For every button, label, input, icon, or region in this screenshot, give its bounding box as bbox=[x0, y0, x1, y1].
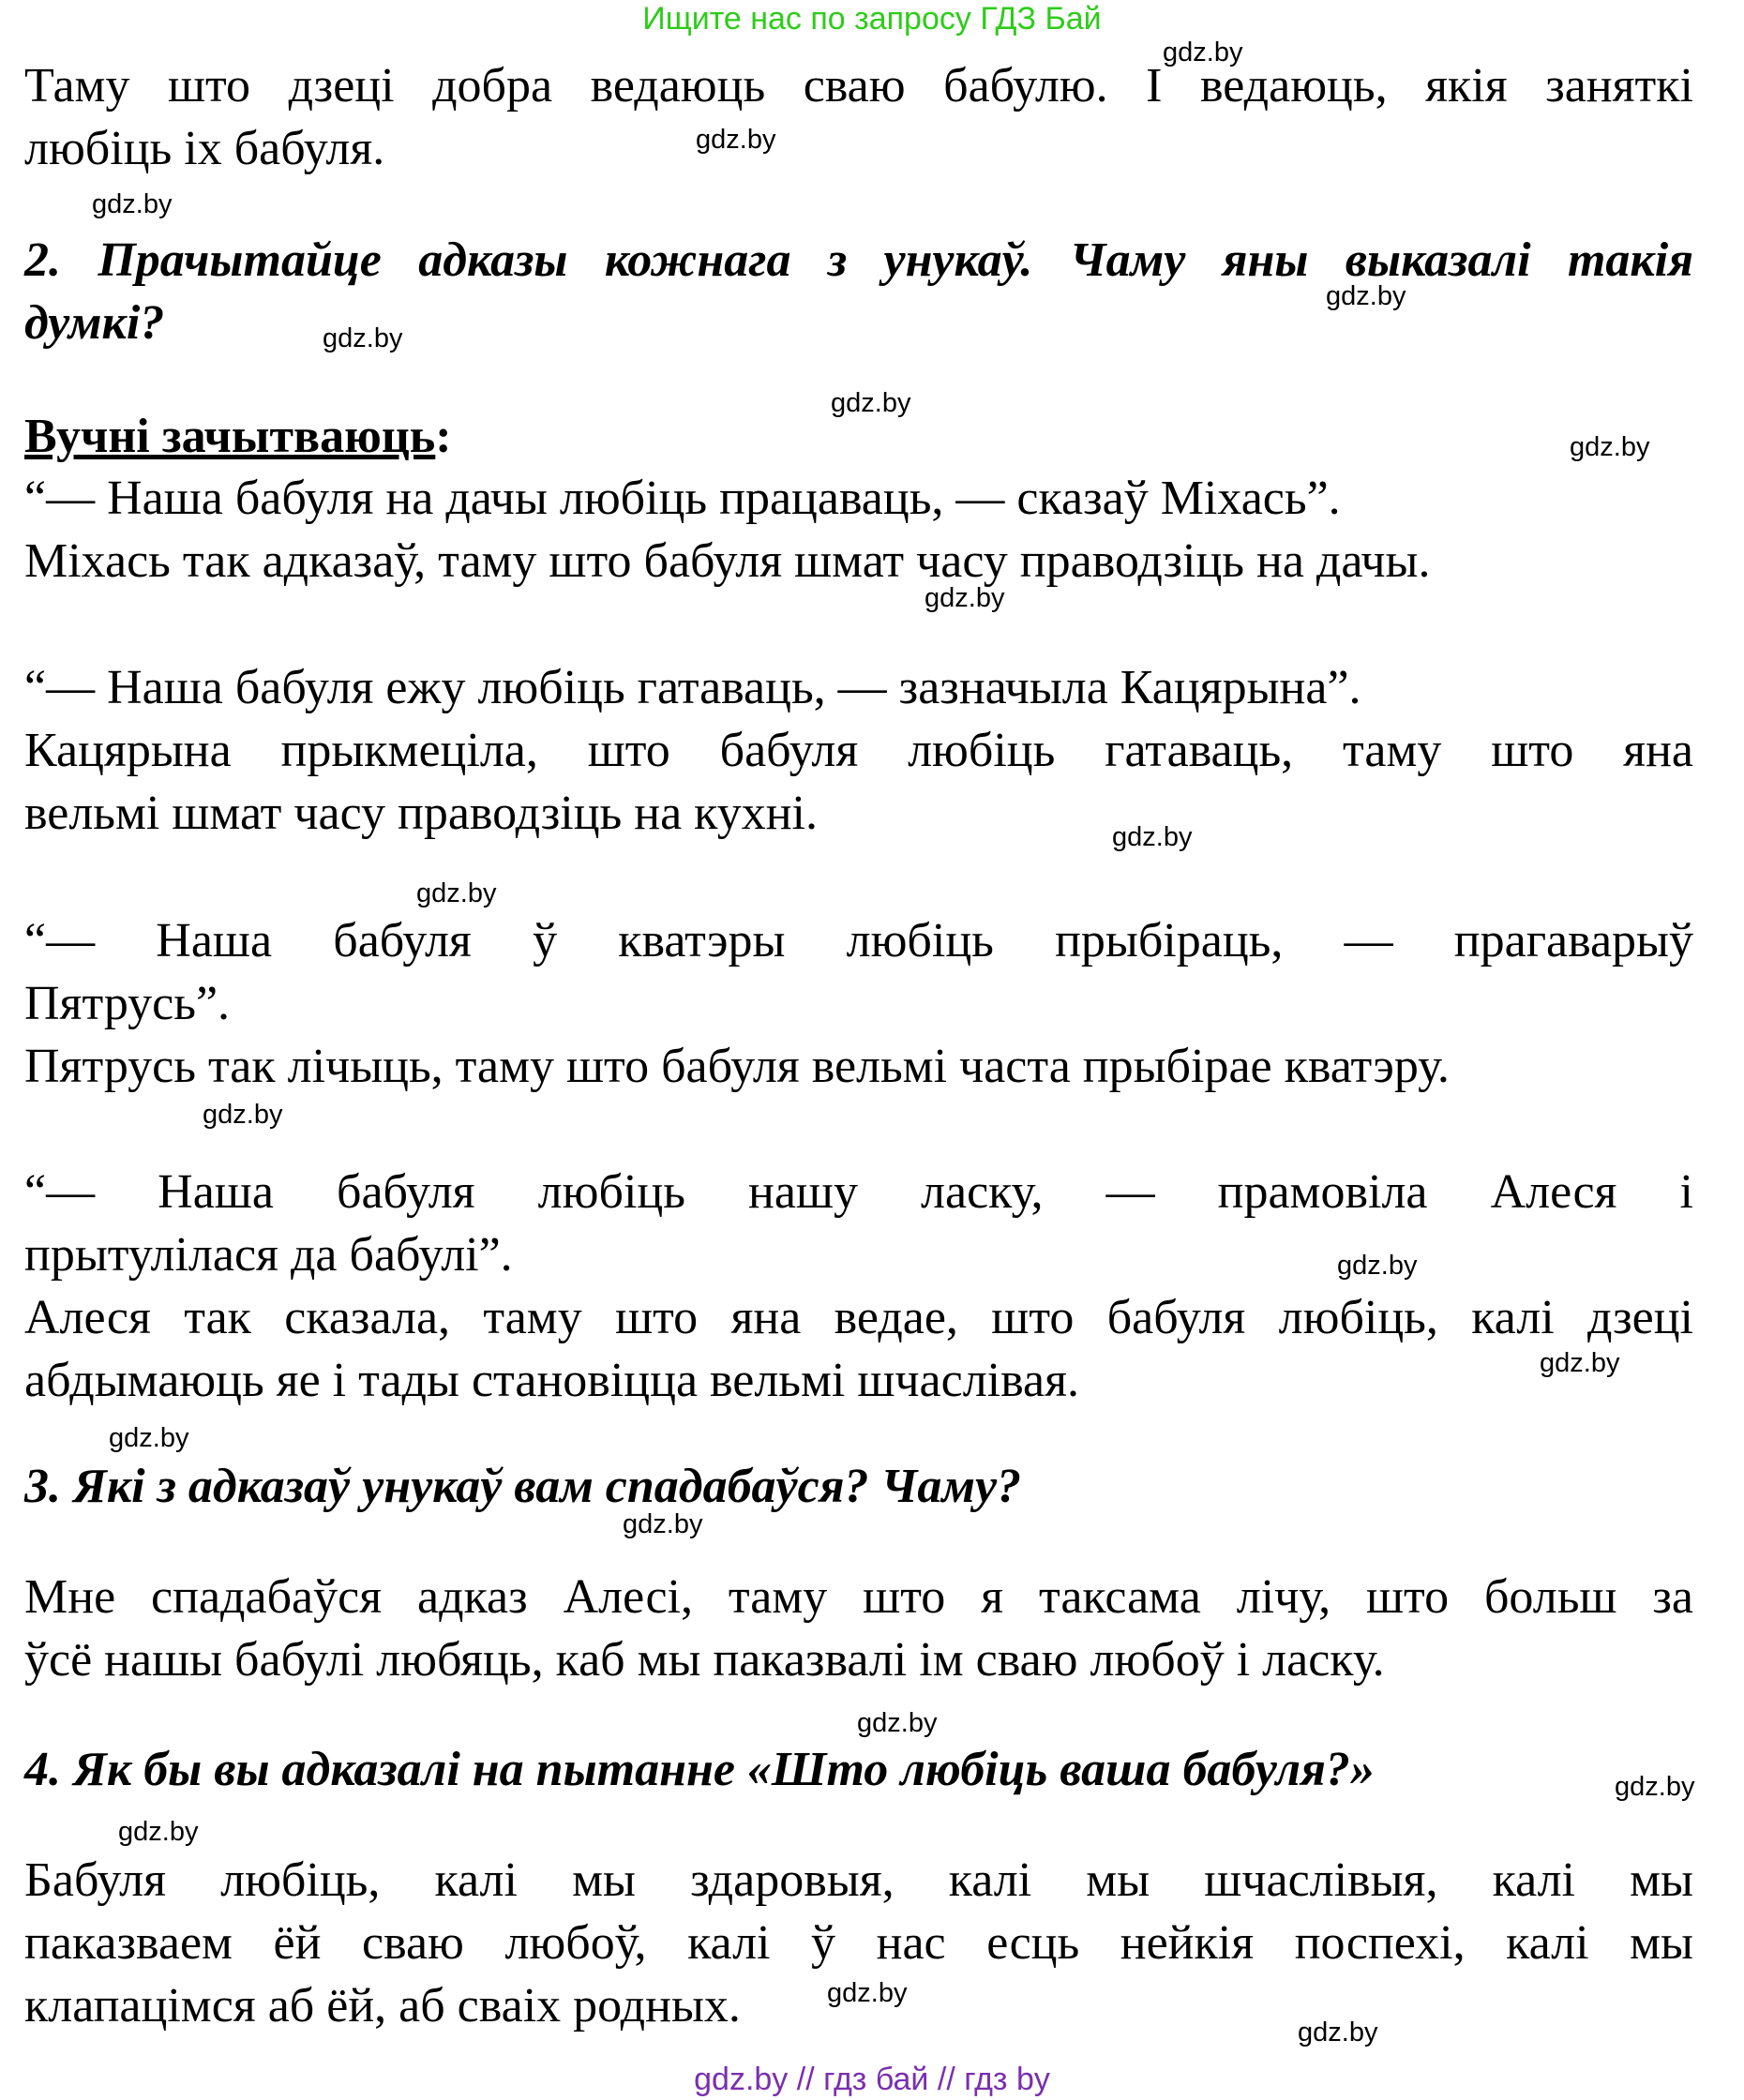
watermark-text: gdz.by bbox=[1298, 2018, 1378, 2048]
quote-block-alesia bbox=[24, 1161, 1693, 1412]
watermark-text: gdz.by bbox=[1337, 1251, 1418, 1281]
answer-3 bbox=[24, 1566, 1693, 1691]
question-3-text: 3. Які з адказаў унукаў вам спадабаўся? Чаму? bbox=[24, 1460, 1022, 1513]
quote-line: Пятрусь”. bbox=[24, 977, 231, 1030]
watermark-text: gdz.by bbox=[203, 1100, 283, 1130]
watermark-text: gdz.by bbox=[857, 1708, 938, 1738]
intro-line: любіць іх бабуля. bbox=[24, 122, 385, 175]
watermark-text: gdz.by bbox=[696, 125, 776, 155]
answer-4-line: Бабуля любіць, калі мы здаровыя, калі мы шчаслівыя, калі мы bbox=[24, 1853, 1693, 1907]
watermark-text: gdz.by bbox=[925, 583, 1005, 613]
answer-3-line: Мне спадабаўся адказ Алесі, таму што я таксама лічу, што больш за bbox=[24, 1570, 1693, 1624]
quote-block-piatrus bbox=[24, 909, 1693, 1098]
quote-block-katsiaryna bbox=[24, 656, 1693, 845]
watermark-text: gdz.by bbox=[1540, 1348, 1620, 1378]
answer-line: Алеся так сказала, таму што яна ведае, што бабуля любіць, калі дзеці bbox=[24, 1291, 1693, 1344]
watermark-text: gdz.by bbox=[827, 1978, 908, 2008]
watermark-text: gdz.by bbox=[416, 878, 497, 908]
watermark-text: gdz.by bbox=[1326, 281, 1406, 311]
answer-4-line: клапацімся аб ёй, аб сваіх родных. bbox=[24, 1979, 741, 2032]
watermark-text: gdz.by bbox=[323, 323, 403, 353]
answer-3-line: ўсё нашы бабулі любяць, каб мы паказвалі ім сваю любоў і ласку. bbox=[24, 1633, 1385, 1687]
watermark-text: gdz.by bbox=[109, 1423, 189, 1453]
answer-4 bbox=[24, 1849, 1693, 2037]
watermark-text: gdz.by bbox=[118, 1817, 199, 1847]
intro-line: Таму што дзеці добра ведаюць сваю бабулю. І ведаюць, якія заняткі bbox=[24, 59, 1693, 112]
watermark-text: gdz.by bbox=[92, 189, 173, 219]
heading-text: Вучні зачытваюць bbox=[24, 410, 436, 463]
heading-colon: : bbox=[435, 410, 452, 463]
quote-line: “— Наша бабуля ў кватэры любіць прыбіраць, — прагаварыў bbox=[24, 914, 1693, 968]
site-header-banner: Ищите нас по запросу ГДЗ Бай bbox=[642, 1, 1102, 37]
site-footer-links[interactable]: gdz.by // гдз бай // гдз by bbox=[694, 2062, 1050, 2097]
question-2-line: думкі? bbox=[24, 296, 165, 350]
question-2-line: 2. Прачытайце адказы кожнага з унукаў. Чаму яны выказалі такія bbox=[24, 233, 1693, 287]
answer-line: Пятрусь так лічыць, таму што бабуля вельмі часта прыбірае кватэру. bbox=[24, 1040, 1450, 1093]
quote-line: “— Наша бабуля ежу любіць гатаваць, — зазначыла Кацярына”. bbox=[24, 661, 1361, 714]
question-3 bbox=[24, 1455, 1693, 1518]
intro-answer bbox=[24, 54, 1693, 180]
watermark-text: gdz.by bbox=[1163, 38, 1243, 68]
quote-line: “— Наша бабуля на дачы любіць працаваць, — сказаў Міхась”. bbox=[24, 472, 1341, 525]
watermark-text: gdz.by bbox=[831, 388, 911, 418]
question-4-text: 4. Як бы вы адказалі на пытанне «Што любіць ваша бабуля?» bbox=[24, 1743, 1375, 1796]
quote-block-mikhas bbox=[24, 467, 1693, 592]
watermark-text: gdz.by bbox=[1112, 822, 1193, 852]
question-4 bbox=[24, 1738, 1693, 1801]
watermark-text: gdz.by bbox=[1570, 432, 1650, 462]
answer-4-line: паказваем ёй сваю любоў, калі ў нас есць нейкія поспехі, калі мы bbox=[24, 1916, 1693, 1970]
answer-line: Міхась так адказаў, таму што бабуля шмат часу праводзіць на дачы. bbox=[24, 534, 1431, 588]
quote-line: прытулілася да бабулі”. bbox=[24, 1228, 513, 1282]
question-2 bbox=[24, 229, 1693, 354]
answer-line: абдымаюць яе і тады становіцца вельмі шчаслівая. bbox=[24, 1354, 1079, 1407]
answer-line: Кацярына прыкмеціла, што бабуля любіць гатаваць, таму што яна bbox=[24, 724, 1693, 777]
answer-line: вельмі шмат часу праводзіць на кухні. bbox=[24, 787, 818, 840]
watermark-text: gdz.by bbox=[623, 1509, 703, 1539]
watermark-text: gdz.by bbox=[1615, 1772, 1695, 1802]
quote-line: “— Наша бабуля любіць нашу ласку, — прамовіла Алеся і bbox=[24, 1165, 1693, 1219]
